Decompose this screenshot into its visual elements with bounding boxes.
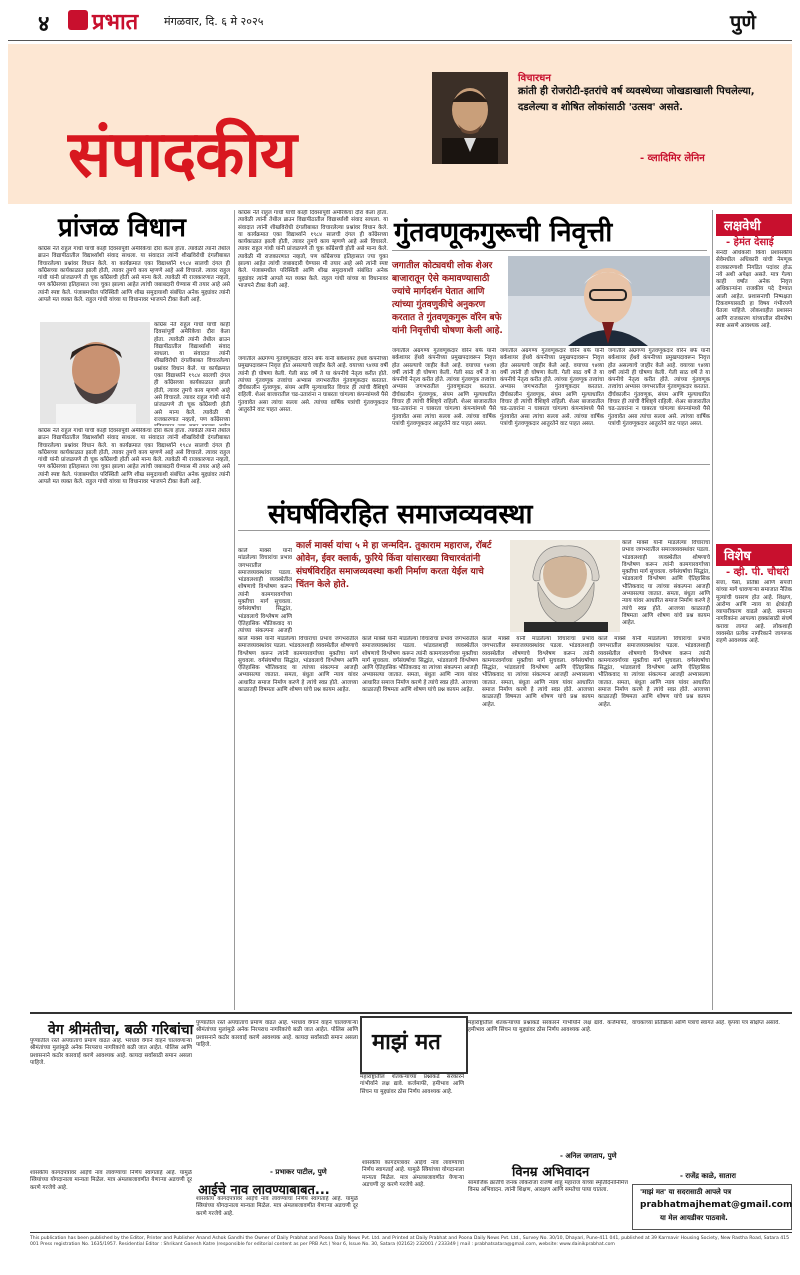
letter3-body-2: महाराष्ट्रातील शेतकऱ्यांच्या प्रश्नांकडे सरकारने गांभीर्याने लक्ष द्यावे. कर्जमाफी, हमीभाव आणि सिंचन या मुद्द्यांवर ठोस निर्णय आवश्यक आहे. bbox=[468, 1020, 628, 1034]
article1-body-col1: काँग्रेस नेते राहुल गांधी यांची काही दिवसांपूर्वी अमेरिकेचा दौरा केला होता. त्यावेळी त्यांनी तेथील ब्राउन विद्यापीठातील विद्यार्थ्यांशी संवाद साधला. या संवादात त्यांनी शीखविरोधी दंगलीबाबत विचारलेल्या प्रश्नांवर विधान केले. या कार्यक्रमात एका विद्यार्थ्याने १९८४ सालची दंगल ही काँग्रेसच्या कार्यकाळात झाली होती, त्यावर तुमचे काय म्हणणे आहे असे विचारले. त्यावर राहुल गांधी यांनी प्रांजळपणे ती चूक काँग्रेसची होती असे मान्य केले. त्यावेळी मी राजकारणात नव्हतो, पण काँग्रेसच्या इतिहासात ज्या चुका झाल्या आहेत त्यांची जबाबदारी घेण्यास मी तयार आहे असे त्यांनी स्पष्ट केले. पंजाबमधील परिस्थिती आणि शीख समुदायाशी संबंधित अनेक मुद्द्यांवर त्यांनी आपले मत व्यक्त केले. राहुल गांधी यांच्या या विधानावर भाजपने टीका केली आहे. bbox=[38, 428, 230, 486]
article3-body-col4: कार्ल मार्क्स यांनी मांडलेल्या विचारांचा प्रभाव जगभरातील समाजव्यवस्थांवर पडला. भांडवलशाही व्यवस्थेतील शोषणाचे विश्लेषण करून त्यांनी कामगारवर्गाच्या मुक्तीचा मार्ग सुचवला. वर्गसंघर्षाचा सिद्धांत, भांडवलाचे विश्लेषण आणि ऐतिहासिक भौतिकवाद या त्यांच्या संकल्पना आजही अभ्यासल्या जातात. समता, बंधुता आणि न्याय यांवर आधारित समाज निर्माण करणे हे त्यांचे स्वप्न होते. आजच्या काळातही विषमता आणि शोषण यांचे प्रश्न कायम आहेत. bbox=[598, 636, 710, 708]
column1-label: लक्षवेधी bbox=[716, 214, 792, 236]
letters-submit-note2: या मेल आयडीवर पाठवावे. bbox=[660, 1214, 728, 1222]
letter2-body-3: शासकीय कागदपत्रांवर आईचे नाव लावण्याचा निर्णय स्वागतार्ह आहे. यामुळे स्त्रियांच्या योगदानाला मान्यता मिळेल. मात्र अंमलबजावणीत येणाऱ्या अडचणी दूर करणे गरजेचे आहे. bbox=[362, 1160, 464, 1188]
header-rule bbox=[8, 40, 792, 41]
footer-imprint: This publication has been published by the Editor, Printer and Publisher Anand Ashok Gandhi the Owner of Daily Prabhat and Poona Daily News Pvt. Ltd. and Printed at Daily Prabhat and Poona Daily News Pvt. Ltd., Survey No. 30/10, Dhayari, Pune-411 041, published at 39 Karmavir Housing Society, New Rastha Road, Satara 415 001 Press registration No. 1635/1957. Residential Editor : Shrikant Ganesh Katre (responsible for editorial content as per PRB Act.) Year 6, Issue No. 30, Satara (02162) 232001 / 233349 | mail : prabhatsatara@gmail.com, website: www.dainikprabhat.com bbox=[30, 1236, 790, 1247]
right-column-divider bbox=[712, 210, 713, 1010]
footer-rule bbox=[30, 1232, 792, 1233]
column2-body: सत्ता, पैसा, प्रतिष्ठा आणि संपत्ती यांच्या मागे धावणाऱ्या समाजात नैतिक मूल्यांची घसरण होत आहे. शिक्षण, आरोग्य आणि न्याय या क्षेत्रांतही व्यापारीकरण वाढले आहे. सामान्य नागरिकांना आपल्या हक्कांसाठी संघर्ष करावा लागत आहे. लोकशाही व्यवस्थेत प्रत्येक नागरिकाने जागरूक राहणे आवश्यक आहे. bbox=[716, 580, 792, 645]
letters-submit-email[interactable]: prabhatmajhemat@gmail.com bbox=[640, 1200, 793, 1210]
article1-body-right: काँग्रेस नेते राहुल गांधी यांची काही दिवसांपूर्वी अमेरिकेचा दौरा केला होता. त्यावेळी त्यांनी तेथील ब्राउन विद्यापीठातील विद्यार्थ्यांशी संवाद साधला. या संवादात त्यांनी शीखविरोधी दंगलीबाबत विचारलेल्या प्रश्नांवर विधान केले. या कार्यक्रमात एका विद्यार्थ्याने १९८४ सालची दंगल ही काँग्रेसच्या कार्यकाळात झाली होती, त्यावर तुमचे काय म्हणणे आहे असे विचारले. त्यावर राहुल गांधी यांनी प्रांजळपणे ती चूक काँग्रेसची होती असे मान्य केले. त्यावेळी मी राजकारणात नव्हतो, पण काँग्रेसच्या bbox=[154, 322, 230, 423]
article3-body-col2: कार्ल मार्क्स यांनी मांडलेल्या विचारांचा प्रभाव जगभरातील समाजव्यवस्थांवर पडला. भांडवलशाही व्यवस्थेतील शोषणाचे विश्लेषण करून त्यांनी कामगारवर्गाच्या मुक्तीचा मार्ग सुचवला. वर्गसंघर्षाचा सिद्धांत, भांडवलाचे विश्लेषण आणि ऐतिहासिक भौतिकवाद या त्यांच्या संकल्पना आजही अभ्यासल्या जातात. समता, बंधुता आणि न्याय यांवर आधारित समाज निर्माण करणे हे त्यांचे स्वप्न होते. आजच्या काळातही विषमता आणि शोषण यांचे प्रश्न कायम आहेत. bbox=[362, 636, 478, 694]
column1-author: - हेमंत देसाई bbox=[726, 237, 774, 248]
letters-top-rule bbox=[30, 1012, 792, 1014]
header-city: पुणे bbox=[730, 10, 756, 34]
article2-body-col2: जगातील अग्रगण्य गुंतवणूकदार वॉरेन बफे यांनी बर्कशायर हॅथवे कंपनीच्या प्रमुखपदावरून निवृत्त होत असल्याचे जाहीर केले आहे. वयाच्या ९४व्या वर्षी त्यांनी ही घोषणा केली. गेली साठ वर्षे ते या कंपनीचे नेतृत्व करीत होते. त्यांच्या गुंतवणूक तत्त्वांचा अभ्यास जगभरातील गुंतवणूकदार करतात. दीर्घकालीन गुंतवणूक, संयम आणि मूल्याधारित विचार ही त्यांची वैशिष्ट्ये राहिली. शेअर बाजारातील चढ-उतारांना न घाबरता चांगल्या कंपन्यांमध्ये पैसे गुंतवावेत असा त्यांचा सल्ला असे. त्यांच्या वार्षिक पत्रांची गुंतवणूकदार आतुरतेने वाट पाहत असत. bbox=[392, 348, 496, 427]
article3-body-col3: कार्ल मार्क्स यांनी मांडलेल्या विचारांचा प्रभाव जगभरातील समाजव्यवस्थांवर पडला. भांडवलशाही व्यवस्थेतील शोषणाचे विश्लेषण करून त्यांनी कामगारवर्गाच्या मुक्तीचा मार्ग सुचवला. वर्गसंघर्षाचा सिद्धांत, भांडवलाचे विश्लेषण आणि ऐतिहासिक भौतिकवाद या त्यांच्या संकल्पना आजही अभ्यासल्या जातात. समता, बंधुता आणि न्याय यांवर आधारित समाज निर्माण करणे हे त्यांचे स्वप्न होते. आजच्या काळातही विषमता आणि शोषण यांचे प्रश्न कायम आहेत. bbox=[482, 636, 594, 708]
article3-title-rule bbox=[238, 530, 710, 531]
article1-body-top: काँग्रेस नेते राहुल गांधी यांची काही दिवसांपूर्वी अमेरिकेचा दौरा केला होता. त्यावेळी त्यांनी तेथील ब्राउन विद्यापीठातील विद्यार्थ्यांशी संवाद साधला. या संवादात त्यांनी शीखविरोधी दंगलीबाबत विचारलेल्या प्रश्नांवर विधान केले. या कार्यक्रमात एका विद्यार्थ्याने १९८४ सालची दंगल ही काँग्रेसच्या कार्यकाळात झाली होती, त्यावर तुमचे काय म्हणणे आहे असे विचारले. त्यावर राहुल गांधी यांनी प्रांजळपणे ती चूक काँग्रेसची होती असे मान्य केले. त्यावेळी मी राजकारणात नव्हतो, पण काँग्रेसच्या इतिहासात ज्या चुका झाल्या आहेत त्यांची जबाबदारी घेण्यास मी तयार आहे असे त्यांनी स्पष्ट केले. पंजाबमधील परिस्थिती आणि शीख समुदायाशी संबंधित अनेक मुद्द्यांवर त्यांनी आपले मत व्यक्त केले. राहुल गांधी यांच्या या विधानावर भाजपने टीका केली आहे. bbox=[38, 246, 230, 304]
letter3-body: महाराष्ट्रातील शेतकऱ्यांच्या प्रश्नांकडे सरकारने गांभीर्याने लक्ष द्यावे. कर्जमाफी, हमीभाव आणि सिंचन या मुद्द्यांवर ठोस निर्णय आवश्यक आहे. bbox=[360, 1074, 464, 1095]
letter4-title: विनम्र अभिवादन bbox=[512, 1165, 590, 1180]
thought-quote: क्रांती ही रोजरोटी-इतरांचे वर्ष व्यवस्थेच्या जोखडाखाली पिचलेल्या, दडलेल्या व शोषित लोकांसाठी 'उत्सव' असते. bbox=[518, 86, 755, 113]
article2-body-col3: जगातील अग्रगण्य गुंतवणूकदार वॉरेन बफे यांनी बर्कशायर हॅथवे कंपनीच्या प्रमुखपदावरून निवृत्त होत असल्याचे जाहीर केले आहे. वयाच्या ९४व्या वर्षी त्यांनी ही घोषणा केली. गेली साठ वर्षे ते या कंपनीचे नेतृत्व करीत होते. त्यांच्या गुंतवणूक तत्त्वांचा अभ्यास जगभरातील गुंतवणूकदार करतात. दीर्घकालीन गुंतवणूक, संयम आणि मूल्याधारित विचार ही त्यांची वैशिष्ट्ये राहिली. शेअर बाजारातील चढ-उतारांना न घाबरता चांगल्या कंपन्यांमध्ये पैसे गुंतवावेत असा त्यांचा सल्ला असे. त्यांच्या वार्षिक पत्रांची गुंतवणूकदार आतुरतेने वाट पाहत असत. bbox=[500, 348, 604, 427]
thought-author: - व्लादिमिर लेनिन bbox=[640, 153, 705, 164]
article1-title: प्रांजळ विधान bbox=[58, 213, 186, 243]
header-date: मंगळवार, दि. ६ मे २०२५ bbox=[164, 15, 264, 28]
article2-body-col1: जगातील अग्रगण्य गुंतवणूकदार वॉरेन बफे यांनी बर्कशायर हॅथवे कंपनीच्या प्रमुखपदावरून निवृत्त होत असल्याचे जाहीर केले आहे. वयाच्या ९४व्या वर्षी त्यांनी ही घोषणा केली. गेली साठ वर्षे ते या कंपनीचे नेतृत्व करीत होते. त्यांच्या गुंतवणूक तत्त्वांचा अभ्यास जगभरातील गुंतवणूकदार करतात. दीर्घकालीन गुंतवणूक, संयम आणि मूल्याधारित विचार ही त्यांची वैशिष्ट्ये राहिली. शेअर बाजारातील चढ-उतारांना न घाबरता चांगल्या कंपन्यांमध्ये पैसे गुंतवावेत असा त्यांचा सल्ला असे. त्यांच्या वार्षिक पत्रांची गुंतवणूकदार आतुरतेने वाट पाहत असत. bbox=[238, 356, 388, 414]
article2-bottom-rule bbox=[238, 464, 710, 465]
article2-deck: जगातील कोट्यवधी लोक शेअर बाजारातून ऐसे कमावण्यासाठी ज्यांचे मार्गदर्शन घेतात आणि त्यांच्या गुंतवणुकीचे अनुकरण करतात ते गुंतवणूकगुरू वॉरेन बफे यांनी निवृत्तीची घोषणा केली आहे. bbox=[392, 261, 503, 336]
warren-buffett-photo bbox=[508, 256, 710, 346]
column2-author: - व्ही. पी. चौधरी bbox=[726, 567, 790, 578]
letters-logo: माझं मत bbox=[372, 1029, 441, 1055]
article1-body-col2: काँग्रेस नेते राहुल गांधी यांची काही दिवसांपूर्वी अमेरिकेचा दौरा केला होता. त्यावेळी त्यांनी तेथील ब्राउन विद्यापीठातील विद्यार्थ्यांशी संवाद साधला. या संवादात त्यांनी शीखविरोधी दंगलीबाबत विचारलेल्या प्रश्नांवर विधान केले. या कार्यक्रमात एका विद्यार्थ्याने १९८४ सालची दंगल ही काँग्रेसच्या कार्यकाळात झाली होती, त्यावर तुमचे काय म्हणणे आहे असे विचारले. त्यावर राहुल गांधी यांनी प्रांजळपणे ती चूक काँग्रेसची होती असे मान्य केले. त्यावेळी मी राजकारणात नव्हतो, पण काँग्रेसच्या इतिहासात ज्या चुका झाल्या आहेत त्यांची जबाबदारी घेण्यास मी तयार आहे असे त्यांनी स्पष्ट केले. पंजाबमधील परिस्थिती आणि शीख समुदायाशी संबंधित अनेक मुद्द्यांवर त्यांनी आपले मत व्यक्त केले. राहुल गांधी यांच्या या विधानावर भाजपने टीका केली आहे. bbox=[238, 210, 388, 289]
article3-body-side: कार्ल मार्क्स यांनी मांडलेल्या विचारांचा प्रभाव जगभरातील समाजव्यवस्थांवर पडला. भांडवलशाही व्यवस्थेतील शोषणाचे विश्लेषण करून त्यांनी कामगारवर्गाच्या मुक्तीचा मार्ग सुचवला. वर्गसंघर्षाचा सिद्धांत, भांडवलाचे विश्लेषण आणि ऐतिहासिक भौतिकवाद या त्यांच्या संकल्पना आजही अभ्यासल्या जातात. समता, बंधुता आणि न्याय यांवर आधारित समाज निर्माण करणे हे त्यांचे स्वप्न होते. आजच्या काळातही विषमता आणि शोषण यांचे प्रश्न कायम आहेत. bbox=[622, 540, 710, 627]
column-divider bbox=[234, 210, 235, 1010]
letters-submit-note: 'माझं मत' या सदरासाठी आपले पत्र bbox=[640, 1188, 732, 1196]
article2-body-col4: जगातील अग्रगण्य गुंतवणूकदार वॉरेन बफे यांनी बर्कशायर हॅथवे कंपनीच्या प्रमुखपदावरून निवृत्त होत असल्याचे जाहीर केले आहे. वयाच्या ९४व्या वर्षी त्यांनी ही घोषणा केली. गेली साठ वर्षे ते या कंपनीचे नेतृत्व करीत होते. त्यांच्या गुंतवणूक तत्त्वांचा अभ्यास जगभरातील गुंतवणूकदार करतात. दीर्घकालीन गुंतवणूक, संयम आणि मूल्याधारित विचार ही त्यांची वैशिष्ट्ये राहिली. शेअर बाजारातील चढ-उतारांना न घाबरता चांगल्या कंपन्यांमध्ये पैसे गुंतवावेत असा त्यांचा सल्ला असे. त्यांच्या वार्षिक पत्रांची गुंतवणूकदार आतुरतेने वाट पाहत असत. bbox=[608, 348, 710, 427]
article2-title: गुंतवणूकगुरूची निवृत्ती bbox=[394, 217, 613, 248]
letter2-title: आईचे नाव लावण्याबाबत... bbox=[198, 1183, 330, 1198]
letter5-body: वाचकांच्या प्रतिक्रिया आणि पत्रांचे स्वागत आहे. कृपया पत्र संक्षिप्त असावे. bbox=[632, 1020, 781, 1026]
letter5-sign: - राजेंद्र काळे, सातारा bbox=[680, 1172, 736, 1180]
article3-deck: कार्ल मार्क्स यांचा ५ मे हा जन्मदिन. तुकाराम महाराज, रॉबर्ट ओवेन, ईवर क्लार्क, फुरिये किंवा यांसारख्या विचारवंतांनी संघर्षविरहित समाजव्यवस्था कशी निर्माण करता येईल याचे चिंतन केले होते. bbox=[296, 541, 492, 590]
article2-title-rule bbox=[392, 250, 707, 251]
letter1-sign: - प्रभाकर पाटील, पुणे bbox=[270, 1168, 327, 1176]
karl-marx-portrait bbox=[510, 540, 620, 632]
lenin-portrait bbox=[432, 72, 508, 164]
section-title: संपादकीय bbox=[68, 117, 297, 192]
letter4-body: सामाजिक क्रांतीचे जनक लोकराजा राजर्षी शाहू महाराज यांच्या स्मृतिदिनानिमित्त विनम्र अभिवादन. त्यांनी शिक्षण, आरक्षण आणि समतेचा पाया घातला. bbox=[468, 1180, 628, 1194]
letter1-body: पुण्यातील रस्ते अपघातांचे प्रमाण वाढत आहे. भरधाव वेगाने वाहने चालवणाऱ्या श्रीमंतांच्या मुलांमुळे अनेक निरपराध नागरिकांचे बळी जात आहेत. पोलिस आणि प्रशासनाने कठोर कारवाई करणे आवश्यक आहे. कायदा सर्वांसाठी समान असला पाहिजे. bbox=[30, 1038, 192, 1066]
column1-body: सनदी अधिकारी किंवा प्रशासकीय सेवेमधील अधिकारी यांची नेमणूक राजकारणाशी निगडित पदांवर होऊ नये अशी अपेक्षा असते. मात्र गेल्या काही वर्षांत अनेक निवृत्त अधिकाऱ्यांना राजकीय पदे देण्यात आली आहेत. प्रशासनाची निष्पक्षता टिकवण्यासाठी हा विषय गंभीरपणे घेतला पाहिजे. लोकशाहीत प्रशासन आणि राजकारण यांच्यातील सीमारेषा स्पष्ट असणे आवश्यक आहे. bbox=[716, 250, 792, 329]
article3-body-col1: कार्ल मार्क्स यांनी मांडलेल्या विचारांचा प्रभाव जगभरातील समाजव्यवस्थांवर पडला. भांडवलशाही व्यवस्थेतील शोषणाचे विश्लेषण करून त्यांनी कामगारवर्गाच्या मुक्तीचा मार्ग सुचवला. वर्गसंघर्षाचा सिद्धांत, भांडवलाचे विश्लेषण आणि ऐतिहासिक भौतिकवाद या त्यांच्या संकल्पना आजही bbox=[238, 548, 292, 634]
paper-logo bbox=[68, 10, 88, 30]
letter3-sign: - अनिल जगताप, पुणे bbox=[560, 1152, 617, 1160]
letter1-body-2: पुण्यातील रस्ते अपघातांचे प्रमाण वाढत आहे. भरधाव वेगाने वाहने चालवणाऱ्या श्रीमंतांच्या मुलांमुळे अनेक निरपराध नागरिकांचे बळी जात आहेत. पोलिस आणि प्रशासनाने कठोर कारवाई करणे आवश्यक आहे. कायदा सर्वांसाठी समान असला पाहिजे. bbox=[196, 1020, 358, 1048]
rahul-gandhi-photo bbox=[40, 322, 150, 424]
page-number: ४ bbox=[38, 12, 50, 37]
letter1-title: वेग श्रीमंतीचा, बळी गरिबांचा bbox=[48, 1022, 194, 1038]
thought-label: विचारधन bbox=[518, 73, 551, 84]
column2-label: विशेष bbox=[716, 544, 792, 566]
paper-name: प्रभात bbox=[92, 10, 139, 35]
article3-title: संघर्षविरहित समाजव्यवस्था bbox=[268, 499, 533, 530]
letter2-body-2: शासकीय कागदपत्रांवर आईचे नाव लावण्याचा निर्णय स्वागतार्ह आहे. यामुळे स्त्रियांच्या योगदानाला मान्यता मिळेल. मात्र अंमलबजावणीत येणाऱ्या अडचणी दूर करणे गरजेचे आहे. bbox=[196, 1196, 358, 1217]
letter2-body: शासकीय कागदपत्रांवर आईचे नाव लावण्याचा निर्णय स्वागतार्ह आहे. यामुळे स्त्रियांच्या योगदानाला मान्यता मिळेल. मात्र अंमलबजावणीत येणाऱ्या अडचणी दूर करणे गरजेचे आहे. bbox=[30, 1170, 192, 1191]
article3-body-col1b: कार्ल मार्क्स यांनी मांडलेल्या विचारांचा प्रभाव जगभरातील समाजव्यवस्थांवर पडला. भांडवलशाही व्यवस्थेतील शोषणाचे विश्लेषण करून त्यांनी कामगारवर्गाच्या मुक्तीचा मार्ग सुचवला. वर्गसंघर्षाचा सिद्धांत, भांडवलाचे विश्लेषण आणि ऐतिहासिक भौतिकवाद या त्यांच्या संकल्पना आजही अभ्यासल्या जातात. समता, बंधुता आणि न्याय यांवर आधारित समाज निर्माण करणे हे त्यांचे स्वप्न होते. आजच्या काळातही विषमता आणि शोषण यांचे प्रश्न कायम आहेत. bbox=[238, 636, 358, 694]
